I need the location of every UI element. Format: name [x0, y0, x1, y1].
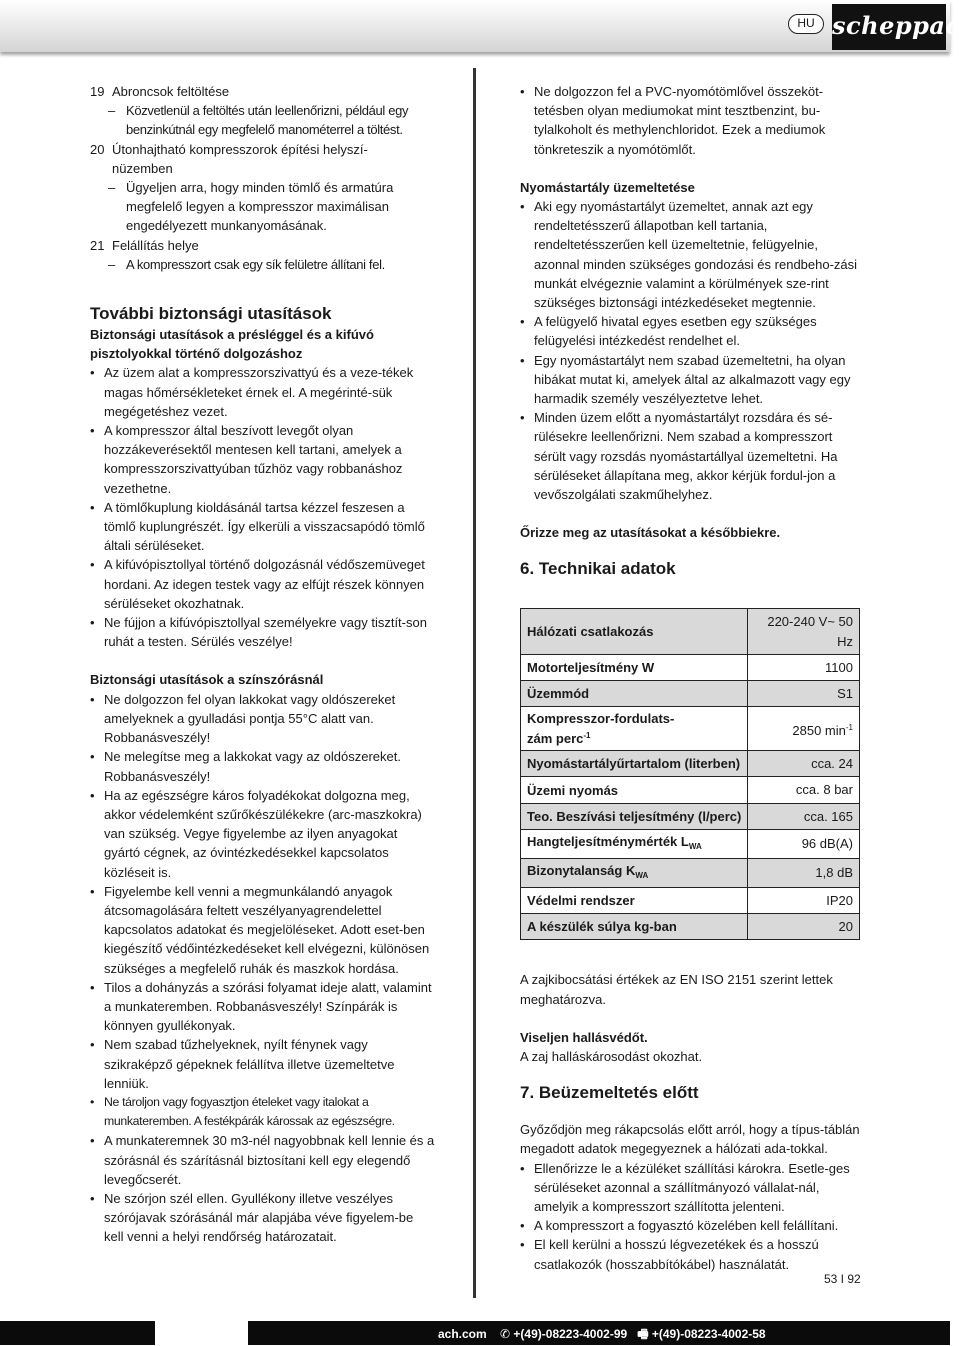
list-item: • Ha az egészségre káros folyadékokat dolgozna meg, akkor védelemként szűrőkészülékekre (arc-maszkokra) van szükség. Vegye figyelembe az ilyen anyagokat gyártó cégnek, az óvintézkedésekkel kapcsolatos közléseit is.	[90, 786, 435, 882]
sub-item	[90, 178, 435, 236]
list-item: • A munkateremnek 30 m3-nél nagyobbnak kell lennie és a szórásnál és szárításnál biztosítani kell egy elegendő levegőcserét.	[90, 1131, 435, 1189]
list-item: • Ne tároljon vagy fogyasztjon ételeket vagy italokat a munkateremben. A festékpárák károssak az egészségre.	[90, 1093, 435, 1131]
table-cell-value	[748, 707, 860, 751]
table-cell-value: cca. 24	[748, 751, 860, 777]
footer-fax: 🖷 +(49)-08223-4002-58	[637, 1327, 766, 1341]
table-cell-value: 20	[748, 914, 860, 940]
right-column	[520, 82, 860, 1274]
technical-data-table	[520, 608, 860, 940]
section-title: További biztonsági utasítások	[90, 304, 332, 324]
section-intro: Győződjön meg rákapcsolás előtt arról, hogy a típus-táblán megadott adatok megegyeznek a hálózati ada-tokkal.	[520, 1122, 860, 1157]
label-text: Hangteljesítménymérték L	[527, 833, 689, 849]
sub-item	[90, 255, 435, 274]
table-row	[521, 707, 860, 751]
noise-note: A zajkibocsátási értékek az EN ISO 2151 szerint lettek meghatározva.	[520, 972, 833, 1007]
table-cell-value: S1	[748, 681, 860, 707]
table-cell-value: 220-240 V~ 50 Hz	[748, 609, 860, 654]
table-cell-label	[521, 858, 748, 887]
table-cell-value: 1100	[748, 654, 860, 680]
footer-phone: ✆ +(49)-08223-4002-99	[500, 1327, 628, 1341]
table-cell-value: cca. 165	[748, 803, 860, 829]
table-cell-label: Üzemi nyomás	[521, 777, 748, 803]
table-cell-label: Üzemmód	[521, 681, 748, 707]
dash-marker: –	[108, 256, 116, 272]
list-item: • El kell kerülni a hosszú légvezetékek és a hosszú csatlakozók (hosszabbítókábel) használatát.	[520, 1235, 860, 1273]
section-title-before-start: 7. Beüzemeltetés előtt	[520, 1083, 699, 1103]
list-item: • A kompresszor által beszívott levegőt olyan hozzákeverésektől mentesen kell tartani, amelyek a kompresszorszivattyúban tűzhöz vagy robbanáshoz vezethetne.	[90, 421, 435, 498]
sub-item-text: Közvetlenül a feltöltés után leellenőrizni, például egy benzinkútnál egy megfelelő manométerrel a töltést.	[126, 103, 409, 138]
table-cell-value: cca. 8 bar	[748, 777, 860, 803]
subsection-title: Biztonsági utasítások a színszórásnál	[90, 672, 324, 688]
left-column	[90, 82, 435, 1247]
table-cell-label: Hálózati csatlakozás	[521, 609, 748, 654]
table-cell-label: Motorteljesítmény W	[521, 654, 748, 680]
list-item: • A kompresszort a fogyasztó közelében kell felállítani.	[520, 1216, 860, 1235]
list-item: • Aki egy nyomástartályt üzemeltet, annak azt egy rendeltetésszerű állapotban kell tartania, rendeltetésszerűen kell üzemeltetnie, felügyelnie, azonnal minden szükséges gondozási és rendbeho-zási munkát elvégeznie valamint a körülmények sze-rint szükséges biztonsági intézkedéseket megtennie.	[520, 197, 860, 312]
item-title-cont: nüzemben	[112, 160, 173, 176]
table-cell-label	[521, 707, 748, 751]
list-item-21	[90, 236, 435, 255]
subsection-title: Biztonsági utasítások a présléggel és a kifúvó pisztolyokkal történő dolgozáshoz	[90, 327, 374, 362]
hearing-protection-title: Viseljen hallásvédőt.	[520, 1029, 648, 1045]
brand-logo: scheppach	[832, 4, 946, 50]
footer-bar	[0, 1321, 950, 1345]
list-item: • Ne szórjon szél ellen. Gyullékony illetve veszélyes szórójavak szórásánál már alapjába véve figyelem-be kell venni a helyi rendőrség határozatait.	[90, 1189, 435, 1247]
table-row	[521, 654, 860, 680]
list-item: • Ellenőrizze le a kézüléket szállítási károkra. Esetle-ges sérüléseket azonnal a szállítmányozó vállalat-nál, amelyik a kompresszort szállította jelenteni.	[520, 1159, 860, 1217]
item-title: Abroncsok feltöltése	[112, 84, 230, 99]
list-item: • Egy nyomástartályt nem szabad üzemeltetni, ha olyan hibákat mutat ki, amelyek által az alkalmazott vagy egy harmadik személy veszélyeztetve lehet.	[520, 351, 860, 409]
subscript: WA	[635, 870, 649, 880]
list-item: • Ne dolgozzon fel olyan lakkokat vagy oldószereket amelyeknek a gyulladási pontja 55°C alatt van. Robbanásveszély!	[90, 690, 435, 748]
label-line: zám perc	[527, 731, 584, 747]
table-cell-label: Védelmi rendszer	[521, 887, 748, 913]
table-row	[521, 914, 860, 940]
table-row	[521, 858, 860, 887]
language-badge: HU	[788, 14, 824, 34]
table-cell-label: Teo. Beszívási teljesítmény (l/perc)	[521, 803, 748, 829]
table-row	[521, 829, 860, 858]
keep-instructions-note: Őrizze meg az utasításokat a későbbiekre.	[520, 525, 781, 541]
item-number: 19	[90, 84, 105, 99]
hearing-protection-text: A zaj halláskárosodást okozhat.	[520, 1048, 703, 1064]
label-text: Bizonytalanság K	[527, 862, 636, 878]
subscript: WA	[688, 841, 702, 851]
sub-item	[90, 101, 435, 139]
page-number: 53 I 92	[824, 1272, 861, 1286]
table-row	[521, 777, 860, 803]
list-item: • A kifúvópisztollyal történő dolgozásnál védőszemüveget hordani. Az idegen testek vagy az elfújt részek könnyen sérüléseket okozhatnak.	[90, 555, 435, 613]
subsection-title: Nyomástartály üzemeltetése	[520, 179, 695, 195]
list-item: • Ne dolgozzon fel a PVC-nyomótömlővel összeköt-tetésben olyan mediumokat mint tesztbenzint, bu-tylalkoholt és methylenchloridot. Ezek a mediumok tönkreteszik a nyomótömlőt.	[520, 82, 860, 159]
table-row	[521, 887, 860, 913]
list-item: • Ne fújjon a kifúvópisztollyal személyekre vagy tisztít-son ruhát a testen. Sérülés veszélye!	[90, 613, 435, 651]
sub-item-text: Ügyeljen arra, hogy minden tömlő és armatúra megfelelő legyen a kompresszor maximálisan engedélyezett munkanyomásának.	[126, 180, 394, 234]
list-item: • Ne melegítse meg a lakkokat vagy az oldószereket. Robbanásveszély!	[90, 747, 435, 785]
table-cell-label: Nyomástartályűrtartalom (literben)	[521, 751, 748, 777]
list-item-20	[90, 140, 435, 178]
label-line: Kompresszor-fordulats-	[527, 711, 675, 727]
list-item: • Tilos a dohányzás a szórási folyamat ideje alatt, valamint a munkateremben. Robbanásveszély! Színpárák is könnyen gyullékonyak.	[90, 978, 435, 1036]
list-item: • Minden üzem előtt a nyomástartályt rozsdára és sé-rülésekre leellenőrizni. Nem szabad a kompresszort sérült vagy rozsdás nyomástartállyal üzemeltetni. Ha sérüléseket állapítana meg, akkor kérjük fordul-jon a vevőszolgálati szakműhelyhez.	[520, 408, 860, 504]
item-number: 21	[90, 237, 105, 253]
table-cell-label	[521, 829, 748, 858]
dash-marker: –	[108, 180, 116, 196]
dash-marker: –	[108, 103, 116, 119]
list-item: • Figyelembe kell venni a megmunkálandó anyagok átcsomagolására feltett veszélyanyagrendelettel kapcsolatos adatokat és megjelöléseket. Adott eset-ben kiegészítő védőintézkedéseket kell elvégezni, különösen szükséges a megfelelő ruhák és maszkok hordása.	[90, 882, 435, 978]
item-number: 20	[90, 141, 105, 157]
column-divider	[473, 68, 476, 1298]
list-item: • A felügyelő hivatal egyes esetben egy szükséges felügyelési intézkedést rendelhet el.	[520, 312, 860, 350]
item-title: Felállítás helye	[112, 237, 199, 253]
table-row	[521, 609, 860, 654]
list-item: • Az üzem alat a kompresszorszivattyú és a veze-tékek magas hőmérsékleteket érnek el. A megérinté-sük megégetéshez vezet.	[90, 363, 435, 421]
footer-white-block	[155, 1321, 248, 1345]
list-item: • Nem szabad tűzhelyeknek, nyílt fénynek vagy szikraképző gépeknek felállítva illetve üzemeltetve lenniük.	[90, 1035, 435, 1093]
item-title: Útonhajtható kompresszorok építési helyszí-	[112, 141, 368, 157]
table-cell-value: 1,8 dB	[748, 858, 860, 887]
footer-web: ach.com	[438, 1327, 487, 1341]
table-cell-value: 96 dB(A)	[748, 829, 860, 858]
footer-contact	[438, 1325, 766, 1346]
sub-item-text: A kompresszort csak egy sík felületre állítani fel.	[126, 256, 385, 272]
list-item: • A tömlőkuplung kioldásánál tartsa kézzel feszesen a tömlő kuplungrészét. Így elkerüli a visszacsapódó tömlő általi sérüléseket.	[90, 498, 435, 556]
table-row	[521, 803, 860, 829]
table-cell-value: IP20	[748, 887, 860, 913]
table-row	[521, 681, 860, 707]
superscript: -1	[583, 731, 591, 741]
value-text: 2850 min	[792, 722, 846, 738]
table-cell-label: A készülék súlya kg-ban	[521, 914, 748, 940]
section-title-technical-data: 6. Technikai adatok	[520, 559, 676, 579]
superscript: -1	[845, 722, 853, 732]
table-row	[521, 751, 860, 777]
list-item-19	[90, 82, 435, 101]
